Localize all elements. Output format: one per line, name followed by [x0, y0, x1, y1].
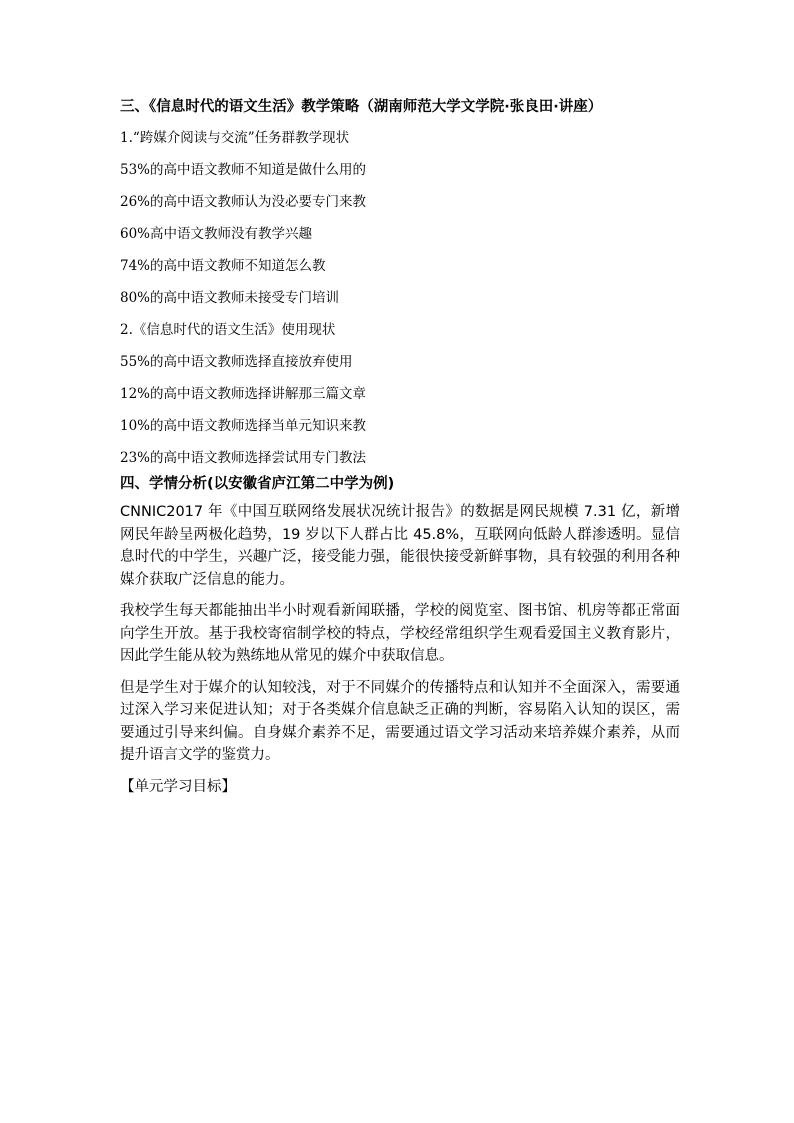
list-item: 74%的高中语文教师不知道怎么教 — [120, 258, 326, 274]
paragraph: CNNIC2017 年《中国互联网络发展状况统计报告》的数据是网民规模 7.31 亿，新增网民年龄呈两极化趋势，19 岁以下人群占比 45.8%，互联网向低龄人群渗透明。显信息时代的中学生，兴趣广泛，接受能力强，能很快接受新鲜事物，具有较强的利用各种媒介获取广泛信息的能力。 — [120, 504, 680, 588]
list-item: 55%的高中语文教师选择直接放弃使用 — [120, 354, 353, 370]
list-item: 23%的高中语文教师选择尝试用专门教法 — [120, 450, 367, 466]
section3-heading: 三、《信息时代的语文生活》教学策略（湖南师范大学文学院·张良田·讲座） — [120, 99, 603, 115]
list-item: 10%的高中语文教师选择当单元知识来教 — [120, 418, 367, 434]
section4-heading: 四、学情分析(以安徽省庐江第二中学为例) — [120, 476, 395, 492]
paragraph: 但是学生对于媒介的认知较浅，对于不同媒介的传播特点和认知并不全面深入，需要通过深入学习来促进认知；对于各类媒介信息缺乏正确的判断，容易陷入认知的误区，需要通过引导来纠偏。自身媒介素养不足，需要通过语文学习活动来培养媒介素养，从而提升语言文学的鉴赏力。 — [120, 679, 680, 763]
list-item: 60%高中语文教师没有教学兴趣 — [120, 226, 313, 242]
list-item: 1.“跨媒介阅读与交流”任务群教学现状 — [120, 130, 350, 146]
document-page — [120, 96, 680, 798]
list-item: 26%的高中语文教师认为没必要专门来教 — [120, 194, 367, 210]
list-item: 80%的高中语文教师未接受专门培训 — [120, 290, 340, 306]
paragraph: 我校学生每天都能抽出半小时观看新闻联播，学校的阅览室、图书馆、机房等都正常面向学生开放。基于我校寄宿制学校的特点，学校经常组织学生观看爱国主义教育影片，因此学生能从较为熟练地从常见的媒介中获取信息。 — [120, 603, 680, 664]
unit-goal-heading: 【单元学习目标】 — [120, 778, 236, 795]
list-item: 53%的高中语文教师不知道是做什么用的 — [120, 162, 367, 178]
list-item: 12%的高中语文教师选择讲解那三篇文章 — [120, 386, 367, 402]
list-item: 2.《信息时代的语文生活》使用现状 — [120, 322, 336, 338]
